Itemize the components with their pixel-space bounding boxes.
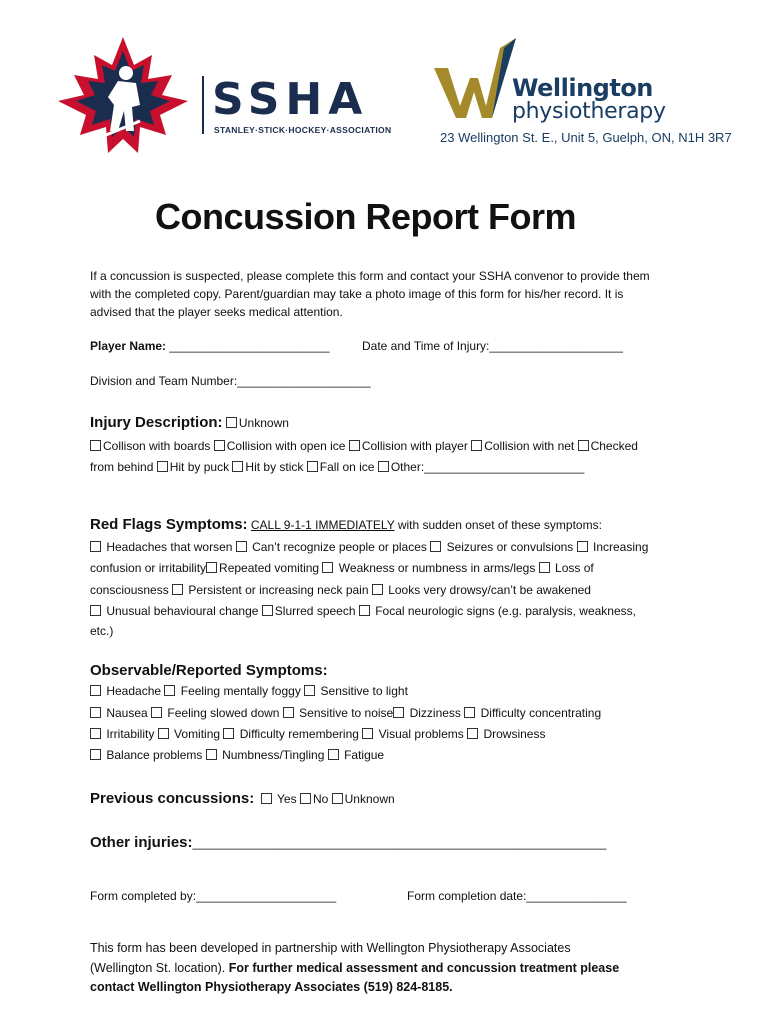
checkbox-ob-headache[interactable] — [90, 685, 101, 696]
injury-other-line[interactable]: ________________________ — [424, 460, 585, 474]
red-flags-heading-row — [90, 514, 602, 536]
checkbox-rf-focal[interactable] — [359, 605, 370, 616]
red-flags-after-call: with sudden onset of these symptoms: — [394, 518, 602, 532]
checkbox-prev-no[interactable] — [300, 793, 311, 804]
rf-confusion: confusion or irritability — [90, 561, 207, 575]
injury-heading: Injury Description: — [90, 414, 223, 431]
checkbox-stick[interactable] — [232, 461, 243, 472]
injury-opt-player: Collision with player — [361, 439, 468, 453]
red-flags-row-5: etc.) — [90, 624, 114, 638]
footer-line-2 — [90, 958, 619, 979]
red-flags-row-3 — [90, 580, 591, 601]
player-name-line[interactable]: ________________________ — [169, 339, 330, 353]
rf-behaviour: Unusual behavioural change — [106, 604, 259, 618]
checkbox-rf-confusion[interactable] — [577, 541, 588, 552]
injury-opt-from-behind: from behind — [90, 460, 154, 474]
ob-vomiting: Vomiting — [174, 727, 221, 741]
footer-line-3-bold: contact Wellington Physiotherapy Associates (519) 824-8185. — [90, 980, 453, 994]
previous-heading: Previous concussions: — [90, 790, 255, 807]
division-line[interactable]: ____________________ — [237, 374, 371, 388]
ssha-logo-subtitle: STANLEY·STICK·HOCKEY·ASSOCIATION — [214, 125, 392, 135]
red-flags-heading: Red Flags Symptoms: — [90, 516, 248, 533]
injury-row-2 — [90, 457, 584, 478]
checkbox-rf-drowsy[interactable] — [372, 584, 383, 595]
ob-numbness: Numbness/Tingling — [222, 748, 325, 762]
observable-row-2 — [90, 703, 601, 724]
prev-unknown: Unknown — [344, 792, 395, 806]
footer-line-2-bold: For further medical assessment and concussion treatment please — [228, 961, 620, 975]
player-name-field[interactable] — [90, 336, 330, 357]
other-injuries-heading: Other injuries: — [90, 834, 193, 851]
completion-date-label: Form completion date: — [407, 889, 527, 903]
observable-row-4 — [90, 745, 384, 766]
rf-weakness: Weakness or numbness in arms/legs — [338, 561, 536, 575]
ob-dizziness: Dizziness — [409, 706, 461, 720]
checkbox-ob-slowed[interactable] — [151, 707, 162, 718]
prev-yes: Yes — [277, 792, 297, 806]
ob-visual: Visual problems — [378, 727, 464, 741]
footer-line-2-plain: (Wellington St. location). — [90, 961, 229, 975]
player-name-label: Player Name: — [90, 339, 167, 353]
call-911-text: CALL 9-1-1 IMMEDIATELY — [250, 518, 395, 532]
date-time-field[interactable] — [362, 336, 623, 357]
rf-seizures: Seizures or convulsions — [446, 540, 574, 554]
rf-consciousness: consciousness — [90, 583, 169, 597]
ob-foggy: Feeling mentally foggy — [180, 684, 301, 698]
ob-light: Sensitive to light — [320, 684, 408, 698]
checkbox-ob-visual[interactable] — [362, 728, 373, 739]
checkbox-ob-drowsiness[interactable] — [467, 728, 478, 739]
completed-by-field[interactable] — [90, 886, 336, 907]
other-injuries-line[interactable]: ______________________________________________________________ — [192, 836, 607, 850]
checkbox-rf-recognize[interactable] — [236, 541, 247, 552]
rf-drowsy: Looks very drowsy/can’t be awakened — [388, 583, 591, 597]
checkbox-ob-dizziness[interactable] — [393, 707, 404, 718]
checkbox-ob-balance[interactable] — [90, 749, 101, 760]
checkbox-fall[interactable] — [307, 461, 318, 472]
ssha-divider — [202, 76, 204, 134]
checkbox-open-ice[interactable] — [214, 440, 225, 451]
rf-increasing: Increasing — [593, 540, 649, 554]
division-label: Division and Team Number: — [90, 374, 238, 388]
rf-slurred: Slurred speech — [274, 604, 356, 618]
ssha-maple-leaf-logo — [48, 35, 198, 155]
wellington-address: 23 Wellington St. E., Unit 5, Guelph, ON, N1H 3R7 — [440, 130, 732, 145]
rf-focal: Focal neurologic signs (e.g. paralysis, weakness, — [375, 604, 636, 618]
completion-date-line[interactable]: _______________ — [526, 889, 627, 903]
injury-row-1 — [90, 436, 638, 457]
ob-fatigue: Fatigue — [344, 748, 385, 762]
rf-neck: Persistent or increasing neck pain — [188, 583, 369, 597]
checkbox-boards[interactable] — [90, 440, 101, 451]
checkbox-checked-behind[interactable] — [578, 440, 589, 451]
ob-slowed: Feeling slowed down — [167, 706, 280, 720]
rf-vomiting: Repeated vomiting — [219, 561, 320, 575]
injury-opt-other: Other: — [390, 460, 425, 474]
wellington-subtitle: physiotherapy — [512, 99, 666, 124]
checkbox-prev-unknown[interactable] — [332, 793, 343, 804]
checkbox-ob-remembering[interactable] — [223, 728, 234, 739]
checkbox-rf-vomiting[interactable] — [206, 562, 217, 573]
previous-row — [90, 788, 395, 810]
rf-headaches: Headaches that worsen — [106, 540, 233, 554]
injury-opt-net: Collision with net — [484, 439, 575, 453]
page-title: Concussion Report Form — [155, 196, 577, 237]
ob-nausea: Nausea — [106, 706, 148, 720]
injury-heading-row — [90, 412, 289, 434]
completed-by-label: Form completed by: — [90, 889, 197, 903]
prev-no: No — [312, 792, 329, 806]
wellington-name: Wellington — [512, 74, 653, 102]
intro-line-3: advised that the player seeks medical attention. — [90, 305, 343, 319]
intro-line-2: with the completed copy. Parent/guardian may take a photo image of this form for his/her record. It is — [90, 287, 624, 301]
red-flags-row-1 — [90, 537, 648, 558]
checkbox-other[interactable] — [378, 461, 389, 472]
intro-line-1: If a concussion is suspected, please complete this form and contact your SSHA convenor to provide them — [90, 269, 650, 283]
checkbox-ob-vomiting[interactable] — [158, 728, 169, 739]
checkbox-rf-neck[interactable] — [172, 584, 183, 595]
checkbox-ob-nausea[interactable] — [90, 707, 101, 718]
footer-line-3 — [90, 977, 453, 998]
checkbox-ob-foggy[interactable] — [164, 685, 175, 696]
ob-noise: Sensitive to noise — [299, 706, 394, 720]
completion-date-field[interactable] — [407, 886, 627, 907]
checkbox-rf-headaches[interactable] — [90, 541, 101, 552]
injury-opt-checked: Checked — [590, 439, 638, 453]
other-injuries-row[interactable] — [90, 832, 606, 854]
injury-opt-open-ice: Collision with open ice — [226, 439, 346, 453]
ob-drowsiness: Drowsiness — [483, 727, 546, 741]
checkbox-unknown[interactable] — [226, 417, 237, 428]
checkbox-rf-seizures[interactable] — [430, 541, 441, 552]
checkbox-player[interactable] — [349, 440, 360, 451]
checkbox-puck[interactable] — [157, 461, 168, 472]
checkbox-rf-weakness[interactable] — [322, 562, 333, 573]
footer-line-1: This form has been developed in partnership with Wellington Physiotherapy Associates — [90, 941, 571, 955]
injury-unknown-label: Unknown — [238, 416, 289, 430]
date-time-label: Date and Time of Injury: — [362, 339, 490, 353]
observable-heading: Observable/Reported Symptoms: — [90, 662, 328, 679]
rf-loss-of: Loss of — [555, 561, 594, 575]
checkbox-ob-numbness[interactable] — [206, 749, 217, 760]
checkbox-net[interactable] — [471, 440, 482, 451]
date-time-line[interactable]: ____________________ — [489, 339, 623, 353]
injury-opt-fall: Fall on ice — [319, 460, 375, 474]
ob-irritability: Irritability — [106, 727, 155, 741]
checkbox-rf-slurred[interactable] — [262, 605, 273, 616]
injury-opt-boards: Collison with boards — [103, 439, 211, 453]
injury-opt-stick: Hit by stick — [245, 460, 304, 474]
ob-remembering: Difficulty remembering — [239, 727, 359, 741]
red-flags-row-4 — [90, 601, 636, 622]
ob-balance: Balance problems — [106, 748, 203, 762]
ob-headache: Headache — [106, 684, 162, 698]
checkbox-rf-consciousness[interactable] — [539, 562, 550, 573]
checkbox-ob-irritability[interactable] — [90, 728, 101, 739]
injury-opt-puck: Hit by puck — [169, 460, 230, 474]
observable-row-1 — [90, 681, 408, 702]
ob-concentrating: Difficulty concentrating — [480, 706, 602, 720]
checkbox-ob-noise[interactable] — [283, 707, 294, 718]
checkbox-ob-concentrating[interactable] — [464, 707, 475, 718]
checkbox-ob-fatigue[interactable] — [328, 749, 339, 760]
checkbox-ob-light[interactable] — [304, 685, 315, 696]
completed-by-line[interactable]: _____________________ — [196, 889, 337, 903]
observable-row-3 — [90, 724, 545, 745]
division-field[interactable] — [90, 371, 371, 392]
red-flags-row-2 — [90, 558, 594, 579]
rf-recognize: Can’t recognize people or places — [252, 540, 427, 554]
wellington-w-logo — [430, 34, 520, 124]
ssha-logo-text: SSHA — [212, 74, 369, 125]
checkbox-prev-yes[interactable] — [261, 793, 272, 804]
checkbox-rf-behaviour[interactable] — [90, 605, 101, 616]
